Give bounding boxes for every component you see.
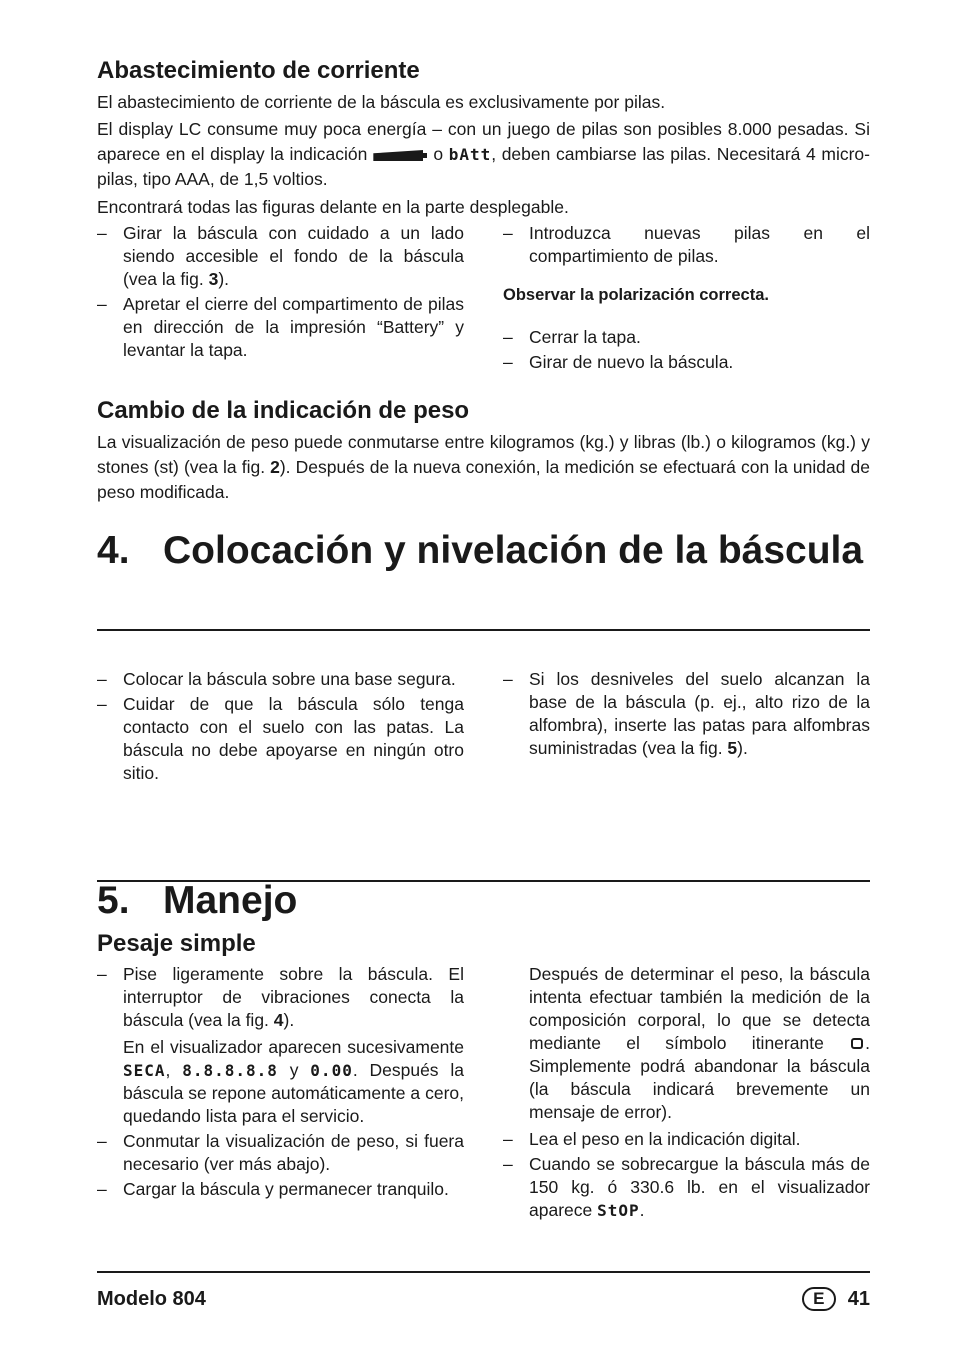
heading-weight-units: Cambio de la indicación de peso bbox=[97, 397, 470, 424]
power-steps-right bbox=[503, 222, 870, 374]
placement-steps-left bbox=[97, 668, 464, 785]
footer-rule bbox=[97, 1271, 870, 1273]
weighing-steps-right bbox=[503, 963, 870, 1222]
battery-low-icon bbox=[373, 148, 427, 162]
page-number: 41 bbox=[847, 1287, 870, 1310]
footer-model: Modelo 804 bbox=[97, 1288, 206, 1310]
lcd-test-pattern: 8.8.8.8.8 bbox=[182, 1061, 278, 1080]
chapter-4-rule bbox=[97, 629, 870, 631]
lcd-batt: bAtt bbox=[448, 145, 492, 164]
list-item: – Si los desniveles del suelo alcanzan la base de la báscula (p. ej., alto rizo de la alfombra), inserte las patas para alfombras suministradas (vea la fig. 5). bbox=[503, 669, 870, 758]
list-item: – Lea el peso en la indicación digital. bbox=[503, 1129, 801, 1149]
list-item: – Apretar el cierre del compartimento de pilas en dirección de la impresión “Battery” y levantar la tapa. bbox=[97, 294, 464, 360]
units-paragraph: La visualización de peso puede conmutarse entre kilogramos (kg.) y libras (lb.) o kilogramos (kg.) y stones (st) (vea la fig. 2). Después de la nueva conexión, la medición se efectuará con la unidad de peso modificada. bbox=[97, 432, 870, 502]
power-text-or: o bbox=[433, 144, 444, 164]
heading-simple-weighing: Pesaje simple bbox=[97, 930, 256, 957]
list-item: – Cerrar la tapa. bbox=[503, 327, 641, 347]
lcd-stop: StOP bbox=[597, 1201, 640, 1220]
list-item: – Introduzca nuevas pilas en el compartimiento de pilas. bbox=[503, 223, 870, 266]
list-item: – Colocar la báscula sobre una base segura. bbox=[97, 669, 456, 689]
polarity-note: Observar la polarización correcta. bbox=[503, 286, 769, 304]
power-paragraph-3: Encontrará todas las figuras delante en la parte desplegable. bbox=[97, 197, 569, 217]
list-item: – Conmutar la visualización de peso, si fuera necesario (ver más abajo). bbox=[97, 1131, 464, 1174]
page-content bbox=[97, 0, 870, 1220]
power-paragraph-2 bbox=[97, 117, 870, 192]
list-item: – Cargar la báscula y permanecer tranquilo. bbox=[97, 1179, 449, 1199]
weighing-steps-left bbox=[97, 963, 464, 1201]
chapter-4-title: 4. Colocación y nivelación de la báscula bbox=[97, 529, 864, 572]
running-symbol-icon bbox=[851, 1038, 863, 1049]
power-text-c: , deben cambiarse las pilas. Necesitará 4 micro-pilas, tipo AAA, de 1,5 voltios. bbox=[97, 144, 870, 189]
chapter-5-title: 5. Manejo bbox=[97, 879, 298, 922]
list-item: – Cuando se sobrecargue la báscula más de 150 kg. ó 330.6 lb. en el visualizador aparece StOP. bbox=[503, 1154, 870, 1220]
heading-power-supply: Abastecimiento de corriente bbox=[97, 57, 420, 84]
lcd-zero: 0.00 bbox=[310, 1061, 353, 1080]
chapter-5-rule bbox=[97, 880, 870, 882]
footer-page-info bbox=[802, 1287, 870, 1311]
placement-steps-right bbox=[503, 668, 870, 760]
list-item: – Girar la báscula con cuidado a un lado siendo accesible el fondo de la báscula (vea la fig. 3). bbox=[97, 223, 464, 289]
body-composition-paragraph: Después de determinar el peso, la báscula intenta efectuar también la medición de la composición corporal, lo que se detecta mediante el símbolo itinerante . Simplemente podrá abandonar la báscula (la báscula indicará brevemente un mensaje de error). bbox=[529, 964, 870, 1122]
lcd-seca: SECA bbox=[123, 1061, 166, 1080]
list-item: – Girar de nuevo la báscula. bbox=[503, 352, 734, 372]
language-badge: E bbox=[802, 1287, 836, 1311]
power-paragraph-1: El abastecimiento de corriente de la báscula es exclusivamente por pilas. bbox=[97, 92, 666, 112]
display-sequence: En el visualizador aparecen sucesivamente SECA, 8.8.8.8.8 y 0.00. Después la báscula se repone automáticamente a cero, quedando lista para el servicio. bbox=[123, 1037, 464, 1126]
list-item: – Cuidar de que la báscula sólo tenga contacto con el suelo con las patas. La báscula no debe apoyarse en ningún otro sitio. bbox=[97, 694, 464, 783]
power-steps-left bbox=[97, 222, 464, 362]
list-item: – Pise ligeramente sobre la báscula. El interruptor de vibraciones conecta la báscula (vea la fig. 4). bbox=[97, 964, 464, 1030]
power-text-a: El display LC consume muy poca energía – con un juego de pilas son posibles 8.000 pesadas. Si aparece en el display la indicación bbox=[97, 119, 870, 164]
